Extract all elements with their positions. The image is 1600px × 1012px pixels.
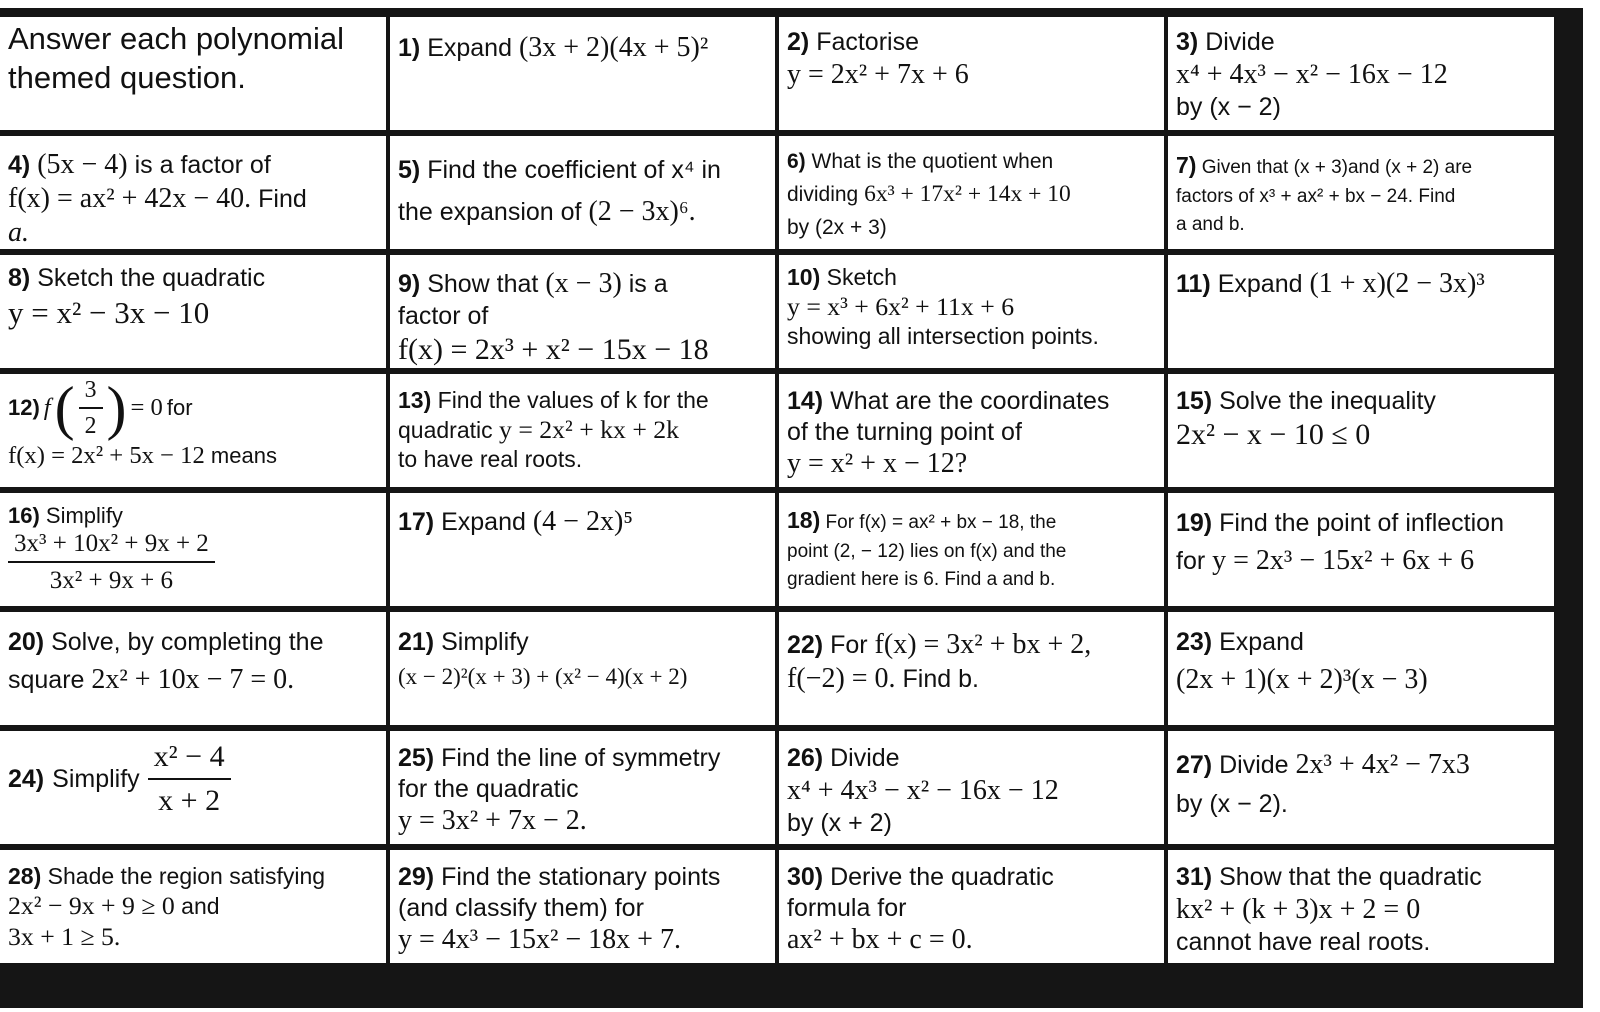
- question-text: What is the quotient when: [811, 150, 1054, 173]
- math-expression: f(−2) = 0.: [787, 663, 896, 695]
- question-text: Show that the quadratic: [1219, 863, 1482, 891]
- question-text: Find: [258, 185, 307, 214]
- question-21: [390, 612, 775, 725]
- question-tail: by (x − 2): [1176, 92, 1281, 121]
- question-text: factors of x³ + ax² + bx − 24. Find: [1176, 185, 1456, 207]
- question-text: For f(x) = ax² + bx − 18, the: [825, 512, 1057, 533]
- question-24: [0, 731, 386, 844]
- question-29: [390, 850, 775, 963]
- question-16: [0, 493, 386, 606]
- question-number: 14): [787, 387, 824, 415]
- math-expression: 3x + 1 ≥ 5.: [8, 922, 121, 952]
- question-2: [779, 17, 1164, 130]
- question-text: Factorise: [816, 28, 919, 56]
- question-22: [779, 612, 1164, 725]
- question-number: 4): [8, 151, 31, 179]
- question-7: [1168, 136, 1554, 249]
- math-expression: (5x − 4): [37, 149, 128, 180]
- math-expression: 2x³ + 4x² − 7x3: [1295, 749, 1470, 780]
- question-number: 16): [8, 503, 40, 528]
- math-expression: y = 2x² + kx + 2k: [499, 415, 680, 445]
- open-paren-icon: (: [54, 375, 75, 442]
- question-number: 1): [398, 34, 421, 62]
- question-text: and: [181, 893, 220, 920]
- question-1: [390, 17, 775, 130]
- question-27: [1168, 731, 1554, 844]
- question-text: for: [1176, 547, 1206, 576]
- question-30: [779, 850, 1164, 963]
- question-26: [779, 731, 1164, 844]
- question-text: for: [166, 395, 193, 421]
- question-number: 24): [8, 764, 45, 793]
- question-text: For: [830, 631, 868, 659]
- question-17: [390, 493, 775, 606]
- function-name: f: [43, 394, 51, 422]
- question-text: point (2, − 12) lies on f(x) and the: [787, 540, 1067, 562]
- question-20: [0, 612, 386, 725]
- fraction-numerator: 3: [79, 376, 103, 409]
- question-text: Find b.: [902, 665, 979, 694]
- question-text: Shade the region satisfying: [47, 863, 326, 889]
- math-expression: (3x + 2)(4x + 5)²: [518, 32, 709, 63]
- math-expression: 2x² − 9x + 9 ≥ 0: [8, 891, 175, 921]
- question-12: [0, 374, 386, 487]
- question-number: 6): [787, 150, 806, 173]
- question-text: formula for: [787, 893, 907, 922]
- question-text: Divide: [1219, 751, 1289, 779]
- question-text: Sketch: [826, 264, 897, 290]
- question-text: square: [8, 666, 85, 695]
- question-text: is a factor of: [134, 151, 271, 179]
- question-text: showing all intersection points.: [787, 323, 1099, 350]
- question-text: Simplify: [52, 764, 140, 793]
- question-number: 26): [787, 744, 824, 772]
- fraction: [148, 739, 231, 819]
- question-number: 17): [398, 508, 435, 536]
- question-number: 7): [1176, 152, 1197, 178]
- question-text: for the quadratic: [398, 774, 579, 803]
- math-expression: (x − 3): [545, 268, 622, 299]
- question-number: 18): [787, 507, 821, 533]
- math-expression: f(x) = 3x² + bx + 2,: [874, 629, 1092, 660]
- math-expression: y = 4x³ − 15x² − 18x + 7.: [398, 924, 681, 955]
- question-number: 10): [787, 264, 821, 290]
- question-number: 19): [1176, 509, 1213, 537]
- question-text: Find the line of symmetry: [441, 744, 721, 772]
- question-tail: by (x + 2): [787, 808, 892, 837]
- question-tail: by (x − 2).: [1176, 789, 1288, 818]
- question-text: Divide: [1205, 28, 1275, 56]
- question-text: Expand: [441, 508, 526, 536]
- question-number: 13): [398, 387, 432, 413]
- question-number: 15): [1176, 387, 1213, 415]
- question-10: [779, 255, 1164, 368]
- fraction-numerator: x² − 4: [148, 739, 231, 780]
- math-expression: 2x² + 10x − 7 = 0.: [91, 664, 295, 696]
- question-text: Given that (x + 3)and (x + 2) are: [1201, 157, 1473, 178]
- question-text: Find the values of k for the: [437, 387, 709, 413]
- math-expression: f(x) = 2x² + 5x − 12: [8, 441, 205, 469]
- math-expression: y = 2x³ − 15x² + 6x + 6: [1212, 545, 1475, 577]
- question-number: 25): [398, 744, 435, 772]
- question-text: quadratic: [398, 417, 493, 444]
- fraction-numerator: 3x³ + 10x² + 9x + 2: [8, 529, 215, 563]
- question-text: to have real roots.: [398, 446, 583, 473]
- math-expression: x⁴ + 4x³ − x² − 16x − 12: [787, 774, 1059, 806]
- question-number: 23): [1176, 628, 1213, 656]
- question-number: 11): [1176, 270, 1211, 298]
- math-expression: a.: [8, 217, 29, 249]
- question-text: Simplify: [441, 628, 529, 656]
- math-expression: 6x³ + 17x² + 14x + 10: [864, 181, 1071, 208]
- math-expression: = 0: [130, 394, 163, 422]
- question-text: Simplify: [45, 503, 123, 528]
- fraction-denominator: x + 2: [158, 783, 221, 817]
- question-15: [1168, 374, 1554, 487]
- question-number: 27): [1176, 751, 1213, 779]
- question-9: [390, 255, 775, 368]
- math-expression: f(x) = ax² + 42x − 40.: [8, 183, 252, 215]
- question-text: Expand: [1217, 270, 1303, 298]
- question-25: [390, 731, 775, 844]
- question-number: 2): [787, 28, 810, 56]
- math-expression: (4 − 2x)⁵: [532, 506, 634, 537]
- question-number: 3): [1176, 28, 1199, 56]
- question-number: 22): [787, 631, 824, 659]
- math-expression: (2x + 1)(x + 2)³(x − 3): [1176, 664, 1428, 696]
- math-expression: (1 + x)(2 − 3x)³: [1309, 268, 1485, 299]
- question-18: [779, 493, 1164, 606]
- question-text: means: [210, 442, 277, 468]
- question-text: Find the point of inflection: [1219, 509, 1504, 537]
- question-text: Expand: [427, 34, 512, 62]
- worksheet-grid: [0, 8, 1583, 1008]
- intro-cell: [0, 17, 386, 130]
- question-6: [779, 136, 1164, 249]
- close-paren-icon: ): [106, 375, 127, 442]
- question-text: dividing: [787, 183, 859, 207]
- question-text: Solve the inequality: [1219, 387, 1436, 415]
- math-expression: kx² + (k + 3)x + 2 = 0: [1176, 893, 1421, 925]
- question-4: [0, 136, 386, 249]
- math-expression: 2x² − x − 10 ≤ 0: [1176, 417, 1371, 451]
- question-text: Divide: [830, 744, 900, 772]
- question-text: (and classify them) for: [398, 893, 644, 922]
- question-text: Expand: [1219, 628, 1304, 656]
- question-text: Solve, by completing the: [51, 628, 324, 656]
- question-number: 21): [398, 628, 435, 656]
- intro-line-2: themed question.: [8, 59, 246, 95]
- question-14: [779, 374, 1164, 487]
- math-expression: y = x² − 3x − 10: [8, 294, 210, 330]
- question-number: 31): [1176, 863, 1213, 891]
- question-text: the expansion of: [398, 198, 582, 226]
- math-expression: ax² + bx + c = 0.: [787, 924, 973, 955]
- fraction: [79, 376, 103, 441]
- question-number: 8): [8, 264, 31, 292]
- question-31: [1168, 850, 1554, 963]
- question-text: Sketch the quadratic: [37, 264, 266, 292]
- question-text: gradient here is 6. Find a and b.: [787, 569, 1056, 590]
- question-text: is a: [628, 270, 668, 298]
- question-text: a and b.: [1176, 214, 1245, 235]
- question-19: [1168, 493, 1554, 606]
- question-number: 29): [398, 863, 435, 891]
- question-number: 9): [398, 270, 421, 298]
- question-text: Show that: [427, 270, 539, 298]
- question-number: 12): [8, 395, 40, 421]
- question-3: [1168, 17, 1554, 130]
- question-text: What are the coordinates: [830, 387, 1110, 415]
- question-text: Derive the quadratic: [830, 863, 1054, 891]
- math-expression: y = 3x² + 7x − 2.: [398, 805, 587, 836]
- question-number: 30): [787, 863, 824, 891]
- question-text: cannot have real roots.: [1176, 927, 1431, 956]
- question-text: Find the stationary points: [441, 863, 721, 891]
- question-number: 5): [398, 156, 421, 184]
- question-8: [0, 255, 386, 368]
- question-text: by (2x + 3): [787, 215, 887, 239]
- question-13: [390, 374, 775, 487]
- question-number: 20): [8, 628, 45, 656]
- fraction: [8, 529, 215, 596]
- question-23: [1168, 612, 1554, 725]
- question-text: factor of: [398, 302, 489, 331]
- math-expression: (x − 2)²(x + 3) + (x² − 4)(x + 2): [398, 664, 688, 690]
- math-expression: f(x) = 2x³ + x² − 15x − 18: [398, 332, 709, 366]
- fraction-denominator: 2: [84, 412, 97, 439]
- question-28: [0, 850, 386, 963]
- question-text: of the turning point of: [787, 417, 1022, 446]
- intro-line-1: Answer each polynomial: [8, 21, 345, 56]
- math-expression: y = x² + x − 12?: [787, 448, 968, 479]
- math-expression: y = x³ + 6x² + 11x + 6: [787, 292, 1015, 322]
- question-11: [1168, 255, 1554, 368]
- question-number: 28): [8, 863, 42, 889]
- question-5: [390, 136, 775, 249]
- math-expression: (2 − 3x)⁶.: [588, 196, 696, 227]
- math-expression: y = 2x² + 7x + 6: [787, 58, 969, 90]
- math-expression: x⁴ + 4x³ − x² − 16x − 12: [1176, 58, 1448, 90]
- question-text: Find the coefficient of x⁴ in: [427, 156, 721, 184]
- fraction-denominator: 3x² + 9x + 6: [49, 567, 173, 595]
